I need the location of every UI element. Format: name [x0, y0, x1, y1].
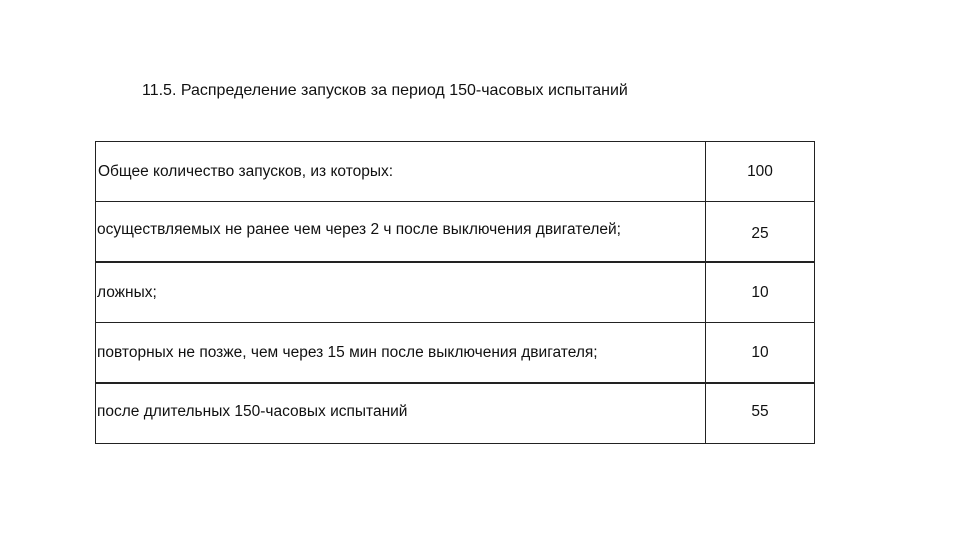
row-label [96, 323, 706, 384]
row-value [706, 383, 815, 444]
table-row [96, 262, 815, 323]
row-value-text: 10 [751, 343, 769, 361]
row-value-text: 100 [747, 162, 773, 180]
row-value-text: 55 [751, 402, 769, 420]
row-label-text: Общее количество запусков, из которых: [98, 162, 394, 180]
row-label-text: повторных не позже, чем через 15 мин после выключения двигателя; [97, 343, 598, 361]
row-value-text: 10 [751, 283, 769, 301]
row-label [96, 142, 706, 202]
table-row [96, 323, 815, 384]
row-label-text: ложных; [97, 283, 157, 301]
row-label-text: осуществляемых не ранее чем через 2 ч после выключения двигателей; [97, 220, 621, 238]
launch-distribution-table [95, 141, 815, 444]
row-value [706, 142, 815, 202]
table-row [96, 142, 815, 202]
row-value [706, 202, 815, 263]
row-label [96, 202, 706, 263]
page-title: 11.5. Распределение запусков за период 150-часовых испытаний [142, 82, 628, 99]
table-row [96, 202, 815, 263]
row-value-text: 25 [751, 224, 769, 242]
table-row [96, 383, 815, 444]
row-label-text: после длительных 150-часовых испытаний [97, 402, 408, 420]
row-value [706, 323, 815, 384]
row-label [96, 383, 706, 444]
row-label [96, 262, 706, 323]
row-value [706, 262, 815, 323]
